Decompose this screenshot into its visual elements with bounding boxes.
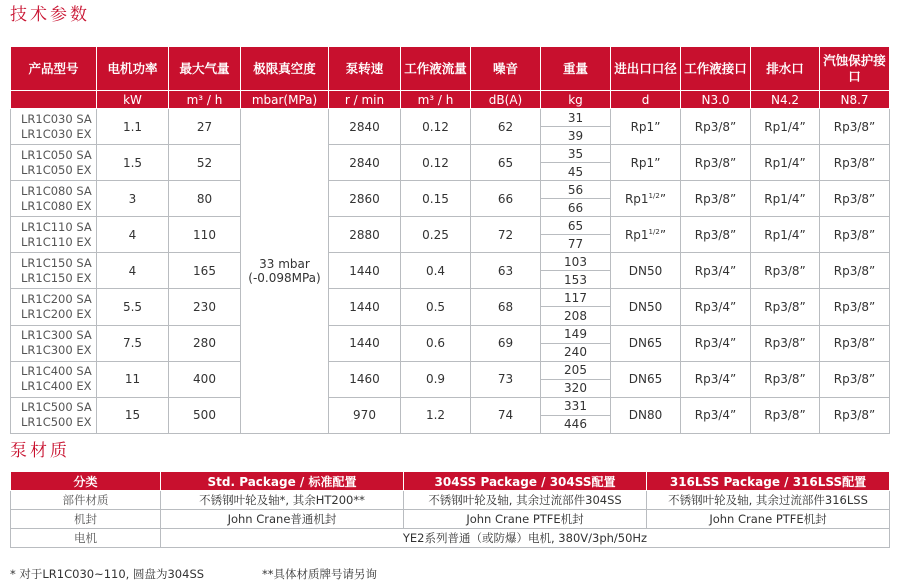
motor-power-cell: 11 [97,361,169,397]
max-airflow-cell: 80 [169,181,241,217]
materials-header-row [11,472,890,491]
liquid-flow-cell: 0.12 [401,145,471,181]
liquid-flow-cell: 0.6 [401,325,471,361]
weight-ex-cell: 240 [541,343,611,361]
materials-motor-row [11,529,890,548]
max-airflow-cell: 280 [169,325,241,361]
weight-ex-cell: 66 [541,199,611,217]
port-size-cell [611,109,681,145]
motor-power-cell: 4 [97,253,169,289]
ultimate-vacuum-cell [241,109,329,434]
liquid-flow-cell: 0.15 [401,181,471,217]
drain-port-cell: Rp3/8” [751,361,820,397]
materials-row-label: 电机 [11,529,161,548]
weight-sa-cell: 56 [541,181,611,199]
port-tail: ” [654,119,661,134]
port-size-cell [611,217,681,253]
model-sa: LR1C500 SA [21,400,92,415]
model-cell [11,253,97,289]
spec-row [11,253,890,271]
motor-power-cell: 3 [97,181,169,217]
max-airflow-cell: 500 [169,397,241,433]
drain-port-cell: Rp3/8” [751,289,820,325]
header-cell: 泵转速 [329,47,401,91]
port-size-cell [611,253,681,289]
materials-row [11,491,890,510]
weight-ex-cell: 153 [541,271,611,289]
weight-sa-cell: 205 [541,361,611,379]
model-ex: LR1C500 EX [21,415,92,430]
port-size-cell [611,289,681,325]
port-tail: ” [659,227,667,242]
spec-row [11,145,890,163]
pump-speed-cell: 970 [329,397,401,433]
section-title-specs: 技术参数 [10,5,90,25]
spec-row [11,217,890,235]
weight-sa-cell: 117 [541,289,611,307]
port-size-cell [611,145,681,181]
port-tail: ” [659,191,667,206]
pump-speed-cell: 1440 [329,325,401,361]
unit-cell: N3.0 [681,91,751,109]
materials-cell: 不锈钢叶轮及轴, 其余过流部件304SS [404,491,647,510]
weight-sa-cell: 331 [541,397,611,415]
materials-row-label: 机封 [11,510,161,529]
liquid-port-cell: Rp3/8” [681,217,751,253]
materials-row [11,510,890,529]
weight-ex-cell: 320 [541,379,611,397]
materials-header-cell: 分类 [11,472,161,491]
model-sa: LR1C150 SA [21,255,92,270]
header-cell: 最大气量 [169,47,241,91]
model-ex: LR1C150 EX [21,270,92,285]
liquid-port-cell: Rp3/4” [681,253,751,289]
header-cell: 汽蚀保护接口 [820,47,890,91]
weight-ex-cell: 45 [541,163,611,181]
drain-port-cell: Rp3/8” [751,397,820,433]
port-size-cell [611,361,681,397]
liquid-flow-cell: 1.2 [401,397,471,433]
section-title-materials: 泵材质 [10,441,70,461]
liquid-flow-cell: 0.9 [401,361,471,397]
drain-port-cell: Rp1/4” [751,109,820,145]
materials-table [10,471,890,548]
model-cell [11,109,97,145]
model-cell [11,397,97,433]
cavitation-port-cell: Rp3/8” [820,397,890,433]
port-main: DN50 [628,263,663,278]
materials-cell: John Crane PTFE机封 [647,510,890,529]
cavitation-port-cell: Rp3/8” [820,289,890,325]
noise-cell: 68 [471,289,541,325]
port-size-cell [611,181,681,217]
spec-row [11,397,890,415]
pump-speed-cell: 2880 [329,217,401,253]
vacuum-mbar: 33 mbar [259,257,310,272]
cavitation-port-cell: Rp3/8” [820,253,890,289]
unit-cell: r / min [329,91,401,109]
liquid-port-cell: Rp3/4” [681,289,751,325]
materials-header-cell: 316LSS Package / 316LSS配置 [647,472,890,491]
unit-cell [11,91,97,109]
motor-power-cell: 7.5 [97,325,169,361]
model-sa: LR1C110 SA [21,219,92,234]
noise-cell: 63 [471,253,541,289]
model-ex: LR1C300 EX [21,343,92,358]
pump-speed-cell: 2840 [329,145,401,181]
cavitation-port-cell: Rp3/8” [820,181,890,217]
drain-port-cell: Rp1/4” [751,145,820,181]
header-cell: 重量 [541,47,611,91]
weight-sa-cell: 149 [541,325,611,343]
weight-ex-cell: 446 [541,415,611,433]
motor-power-cell: 1.1 [97,109,169,145]
noise-cell: 62 [471,109,541,145]
unit-cell: kW [97,91,169,109]
noise-cell: 72 [471,217,541,253]
port-size-cell [611,397,681,433]
weight-sa-cell: 35 [541,145,611,163]
weight-ex-cell: 77 [541,235,611,253]
noise-cell: 69 [471,325,541,361]
header-cell: 产品型号 [11,47,97,91]
materials-cell: 不锈钢叶轮及轴, 其余过流部件316LSS [647,491,890,510]
noise-cell: 66 [471,181,541,217]
model-cell [11,181,97,217]
weight-sa-cell: 103 [541,253,611,271]
spec-table [10,46,890,434]
max-airflow-cell: 27 [169,109,241,145]
port-main: DN65 [628,372,663,387]
materials-header-cell: Std. Package / 标准配置 [161,472,404,491]
pump-speed-cell: 2860 [329,181,401,217]
model-cell [11,361,97,397]
model-cell [11,289,97,325]
liquid-port-cell: Rp3/4” [681,361,751,397]
motor-power-cell: 15 [97,397,169,433]
cavitation-port-cell: Rp3/8” [820,361,890,397]
model-cell [11,145,97,181]
spec-header-row [11,47,890,91]
model-ex: LR1C080 EX [21,198,92,213]
unit-cell: d [611,91,681,109]
noise-cell: 74 [471,397,541,433]
header-cell: 进出口口径 [611,47,681,91]
spec-row [11,289,890,307]
motor-power-cell: 1.5 [97,145,169,181]
cavitation-port-cell: Rp3/8” [820,325,890,361]
materials-cell: John Crane PTFE机封 [404,510,647,529]
weight-ex-cell: 39 [541,127,611,145]
header-cell: 极限真空度 [241,47,329,91]
model-sa: LR1C050 SA [21,147,92,162]
model-sa: LR1C200 SA [21,291,92,306]
port-main: Rp1 [624,227,649,242]
materials-cell: 不锈钢叶轮及轴*, 其余HT200** [161,491,404,510]
liquid-flow-cell: 0.12 [401,109,471,145]
port-fraction: 1/2 [648,191,660,200]
spec-unit-row [11,91,890,109]
header-cell: 电机功率 [97,47,169,91]
vacuum-mpa: (-0.098MPa) [248,271,321,286]
motor-power-cell: 5.5 [97,289,169,325]
header-cell: 排水口 [751,47,820,91]
pump-speed-cell: 1460 [329,361,401,397]
weight-sa-cell: 31 [541,109,611,127]
unit-cell: N8.7 [820,91,890,109]
materials-cell: John Crane普通机封 [161,510,404,529]
model-cell [11,325,97,361]
liquid-port-cell: Rp3/8” [681,181,751,217]
liquid-flow-cell: 0.25 [401,217,471,253]
footnote: **具体材质牌号请另询 [262,567,377,581]
port-main: Rp1 [630,155,655,170]
port-tail: ” [654,155,661,170]
max-airflow-cell: 400 [169,361,241,397]
spec-row [11,109,890,127]
motor-value: YE2系列普通（或防爆）电机, 380V/3ph/50Hz [161,529,890,548]
model-ex: LR1C200 EX [21,306,92,321]
unit-cell: kg [541,91,611,109]
liquid-flow-cell: 0.4 [401,253,471,289]
drain-port-cell: Rp3/8” [751,325,820,361]
port-fraction: 1/2 [648,227,660,236]
pump-speed-cell: 2840 [329,109,401,145]
cavitation-port-cell: Rp3/8” [820,145,890,181]
model-sa: LR1C080 SA [21,183,92,198]
port-main: DN50 [628,299,663,314]
footnote: * 对于LR1C030~110, 圆盘为304SS [10,567,205,581]
cavitation-port-cell: Rp3/8” [820,217,890,253]
model-ex: LR1C030 EX [21,126,92,141]
spec-row [11,325,890,343]
model-ex: LR1C400 EX [21,379,92,394]
weight-ex-cell: 208 [541,307,611,325]
unit-cell: dB(A) [471,91,541,109]
pump-speed-cell: 1440 [329,289,401,325]
header-cell: 工作液接口 [681,47,751,91]
liquid-port-cell: Rp3/8” [681,145,751,181]
unit-cell: m³ / h [401,91,471,109]
noise-cell: 73 [471,361,541,397]
motor-power-cell: 4 [97,217,169,253]
noise-cell: 65 [471,145,541,181]
drain-port-cell: Rp3/8” [751,253,820,289]
liquid-port-cell: Rp3/8” [681,109,751,145]
model-cell [11,217,97,253]
model-sa: LR1C030 SA [21,111,92,126]
model-ex: LR1C110 EX [21,234,92,249]
model-sa: LR1C300 SA [21,328,92,343]
materials-header-cell: 304SS Package / 304SS配置 [404,472,647,491]
port-main: DN65 [628,336,663,351]
port-size-cell [611,325,681,361]
max-airflow-cell: 165 [169,253,241,289]
liquid-port-cell: Rp3/4” [681,325,751,361]
port-main: Rp1 [630,119,655,134]
spec-row [11,181,890,199]
model-ex: LR1C050 EX [21,162,92,177]
port-main: Rp1 [624,191,649,206]
pump-speed-cell: 1440 [329,253,401,289]
liquid-port-cell: Rp3/4” [681,397,751,433]
unit-cell: N4.2 [751,91,820,109]
weight-sa-cell: 65 [541,217,611,235]
spec-row [11,361,890,379]
max-airflow-cell: 230 [169,289,241,325]
max-airflow-cell: 110 [169,217,241,253]
drain-port-cell: Rp1/4” [751,217,820,253]
max-airflow-cell: 52 [169,145,241,181]
materials-row-label: 部件材质 [11,491,161,510]
header-cell: 工作液流量 [401,47,471,91]
port-main: DN80 [628,408,663,423]
model-sa: LR1C400 SA [21,364,92,379]
unit-cell: mbar(MPa) [241,91,329,109]
liquid-flow-cell: 0.5 [401,289,471,325]
drain-port-cell: Rp1/4” [751,181,820,217]
unit-cell: m³ / h [169,91,241,109]
cavitation-port-cell: Rp3/8” [820,109,890,145]
header-cell: 噪音 [471,47,541,91]
